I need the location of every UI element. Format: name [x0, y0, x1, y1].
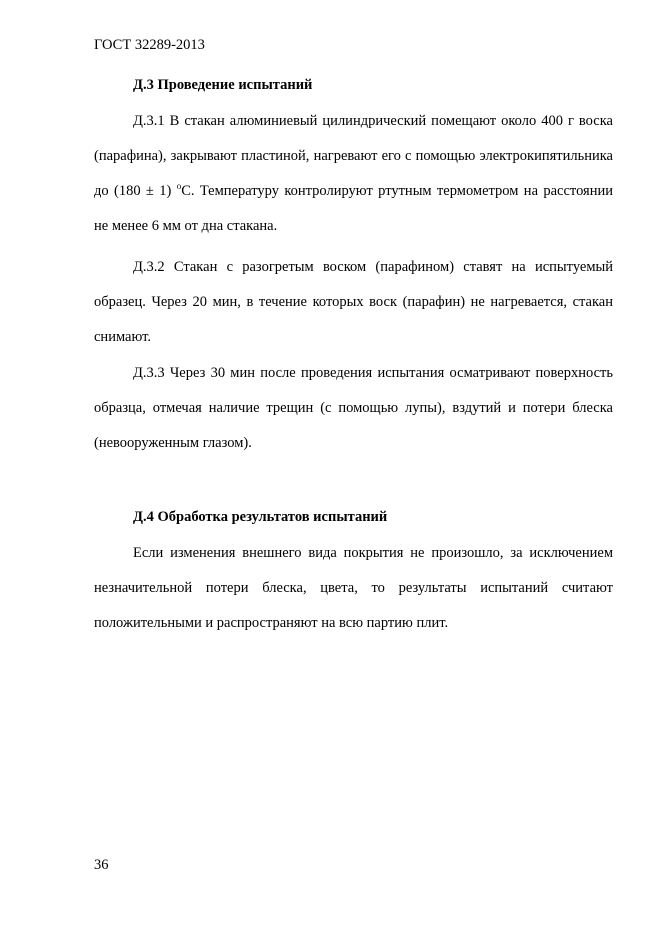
paragraph-d3-1-text-a: Д.3.1 В стакан алюминиевый цилиндрический помещают около 400 г воска (парафина), закрывают пластиной, нагревают его с помощью электрокипятильника до (180 ± 1): [94, 113, 613, 199]
paragraph-d3-1: [94, 104, 613, 244]
section-heading-d4: Д.4 Обработка результатов испытаний: [133, 509, 388, 525]
document-header: ГОСТ 32289-2013: [94, 37, 205, 53]
section-heading-d3: Д.3 Проведение испытаний: [133, 77, 313, 93]
degree-sign: о: [176, 181, 182, 191]
paragraph-d4-1: Если изменения внешнего вида покрытия не произошло, за исключением незначительной потери блеска, цвета, то результаты испытаний считают положительными и распространяют на всю партию плит.: [94, 545, 613, 631]
page-number: 36: [94, 857, 109, 873]
paragraph-d3-2: Д.3.2 Стакан с разогретым воском (парафином) ставят на испытуемый образец. Через 20 мин, в течение которых воск (парафин) не нагревается, стакан снимают.: [94, 259, 613, 345]
paragraph-d3-3: Д.3.3 Через 30 мин после проведения испытания осматривают поверхность образца, отмечая наличие трещин (с помощью лупы), вздутий и потери блеска (невооруженным глазом).: [94, 365, 613, 451]
paragraph-d3-1-text-b: С. Температуру контролируют ртутным термометром на расстоянии не менее 6 мм от дна стакана.: [94, 183, 613, 234]
